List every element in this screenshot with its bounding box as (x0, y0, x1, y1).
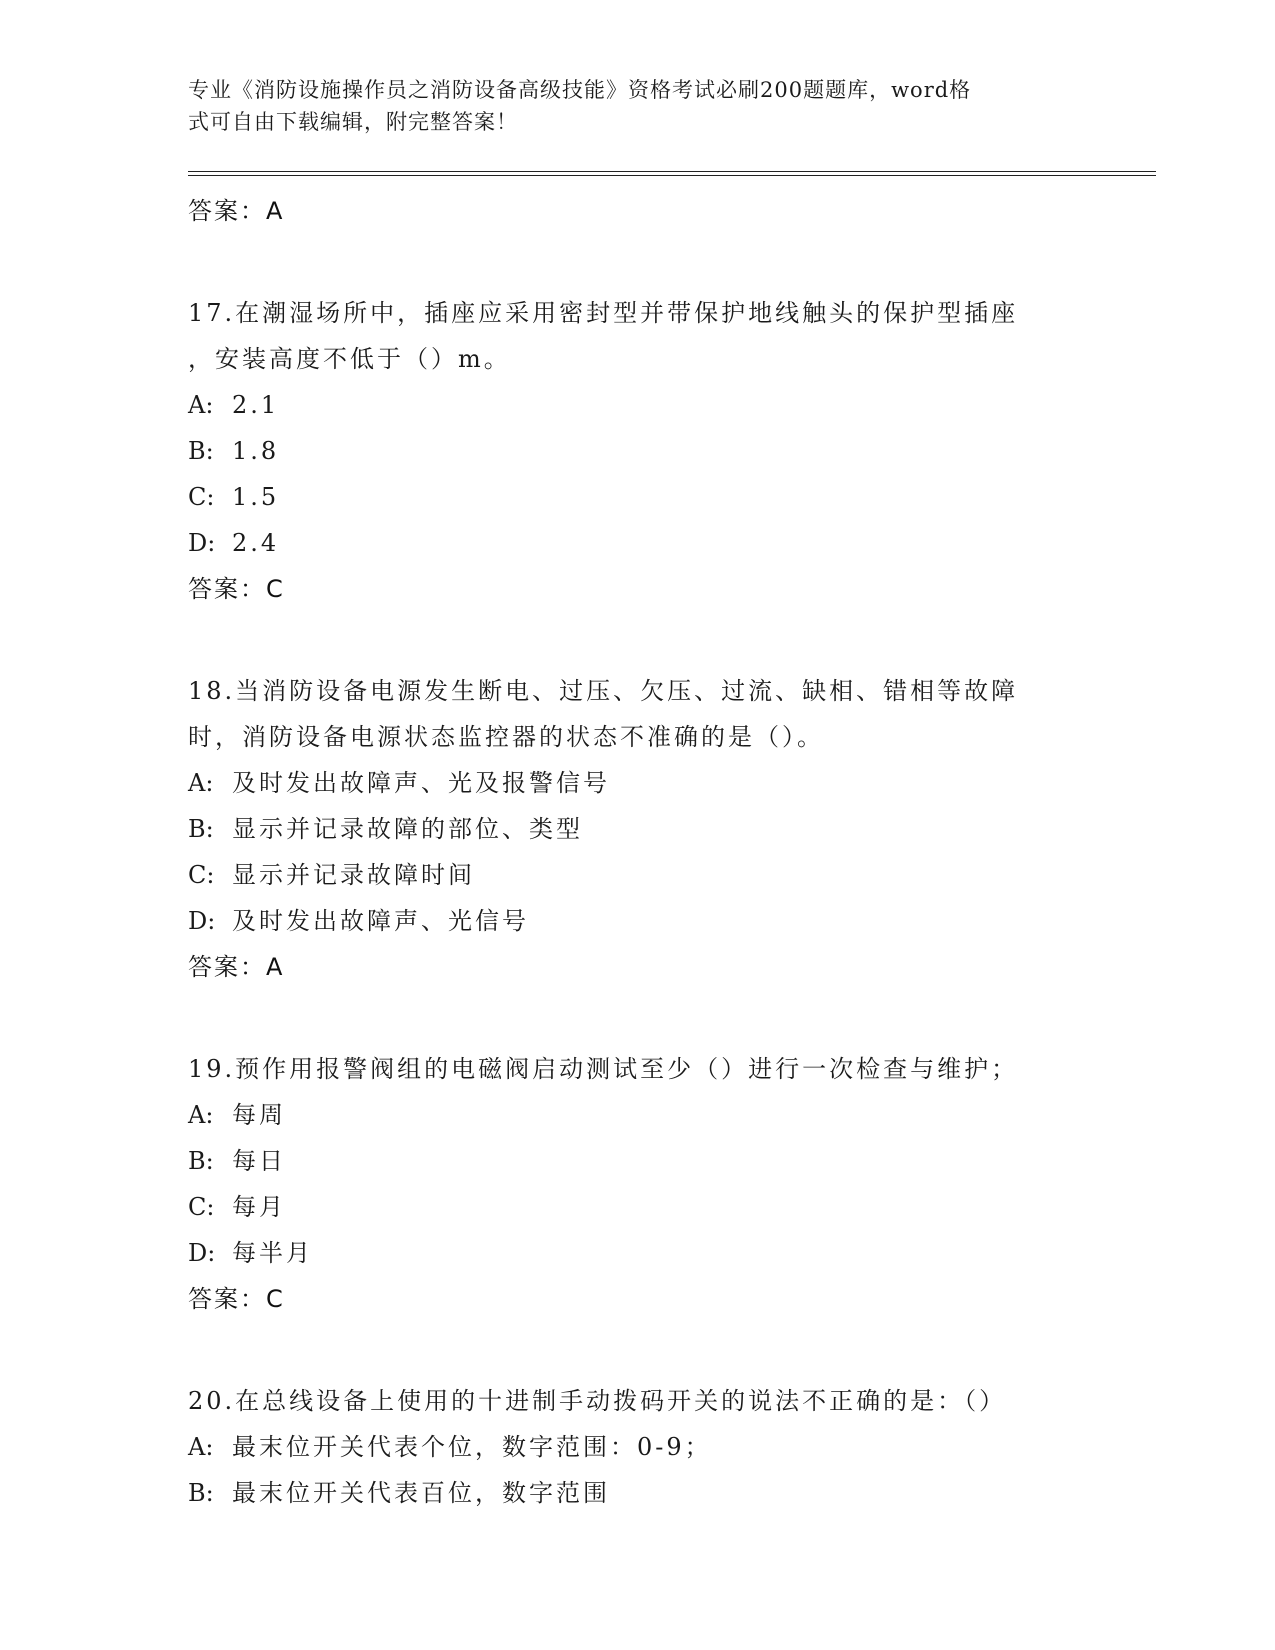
option-key: B: (188, 1479, 214, 1507)
question-text: 时，消防设备电源状态监控器的状态不准确的是（）。 (188, 723, 824, 751)
question-19 (188, 1046, 1148, 1322)
answer-line: 答案：A (188, 197, 285, 225)
question-text: 17.在潮湿场所中，插座应采用密封型并带保护地线触头的保护型插座 (188, 299, 1019, 327)
question-text: ，安装高度不低于（）m。 (188, 345, 511, 373)
option-a (188, 382, 1148, 428)
answer-line: 答案：A (188, 953, 285, 981)
option-key: C: (188, 861, 215, 889)
header-rule-bottom (188, 175, 1156, 176)
option-key: D: (188, 907, 216, 935)
option-text: 及时发出故障声、光及报警信号 (232, 769, 610, 797)
option-text: 每半月 (232, 1239, 313, 1267)
option-text: 显示并记录故障的部位、类型 (232, 815, 583, 843)
option-b (188, 806, 1148, 852)
question-20 (188, 1378, 1148, 1516)
option-a (188, 1092, 1148, 1138)
option-a (188, 1424, 1148, 1470)
option-text: 及时发出故障声、光信号 (232, 907, 529, 935)
option-text: 2.4 (232, 529, 280, 557)
option-text: 1.8 (232, 437, 280, 465)
option-key: B: (188, 437, 214, 465)
option-b (188, 1470, 1148, 1516)
option-key: D: (188, 1239, 216, 1267)
header-rule-top (188, 171, 1156, 172)
question-list (188, 188, 1148, 1516)
answer-line: 答案：C (188, 575, 285, 603)
option-text: 最末位开关代表个位，数字范围：0-9； (232, 1433, 712, 1461)
option-key: C: (188, 1193, 215, 1221)
option-key: D: (188, 529, 216, 557)
option-text: 最末位开关代表百位，数字范围 (232, 1479, 610, 1507)
option-text: 每周 (232, 1101, 286, 1129)
option-key: A: (188, 1433, 214, 1461)
option-key: A: (188, 769, 214, 797)
document-header (188, 74, 1068, 138)
option-text: 1.5 (232, 483, 280, 511)
option-d (188, 1230, 1148, 1276)
option-key: A: (188, 391, 214, 419)
answer-line: 答案：C (188, 1285, 285, 1313)
option-text: 每日 (232, 1147, 286, 1175)
header-line-1: 专业《消防设施操作员之消防设备高级技能》资格考试必刷200题题库，word格 (188, 78, 972, 102)
question-18 (188, 668, 1148, 990)
option-key: A: (188, 1101, 214, 1129)
question-text: 20.在总线设备上使用的十进制手动拨码开关的说法不正确的是：（） (188, 1387, 1007, 1415)
question-text: 18.当消防设备电源发生断电、过压、欠压、过流、缺相、错相等故障 (188, 677, 1019, 705)
option-key: C: (188, 483, 215, 511)
option-c (188, 474, 1148, 520)
option-b (188, 428, 1148, 474)
option-b (188, 1138, 1148, 1184)
option-c (188, 852, 1148, 898)
question-text: 19.预作用报警阀组的电磁阀启动测试至少（）进行一次检查与维护； (188, 1055, 1019, 1083)
option-text: 显示并记录故障时间 (232, 861, 475, 889)
question-17 (188, 290, 1148, 612)
option-key: B: (188, 1147, 214, 1175)
option-key: B: (188, 815, 214, 843)
option-c (188, 1184, 1148, 1230)
option-text: 每月 (232, 1193, 286, 1221)
option-text: 2.1 (232, 391, 280, 419)
option-d (188, 898, 1148, 944)
option-d (188, 520, 1148, 566)
option-a (188, 760, 1148, 806)
header-line-2: 式可自由下载编辑，附完整答案！ (188, 110, 518, 134)
